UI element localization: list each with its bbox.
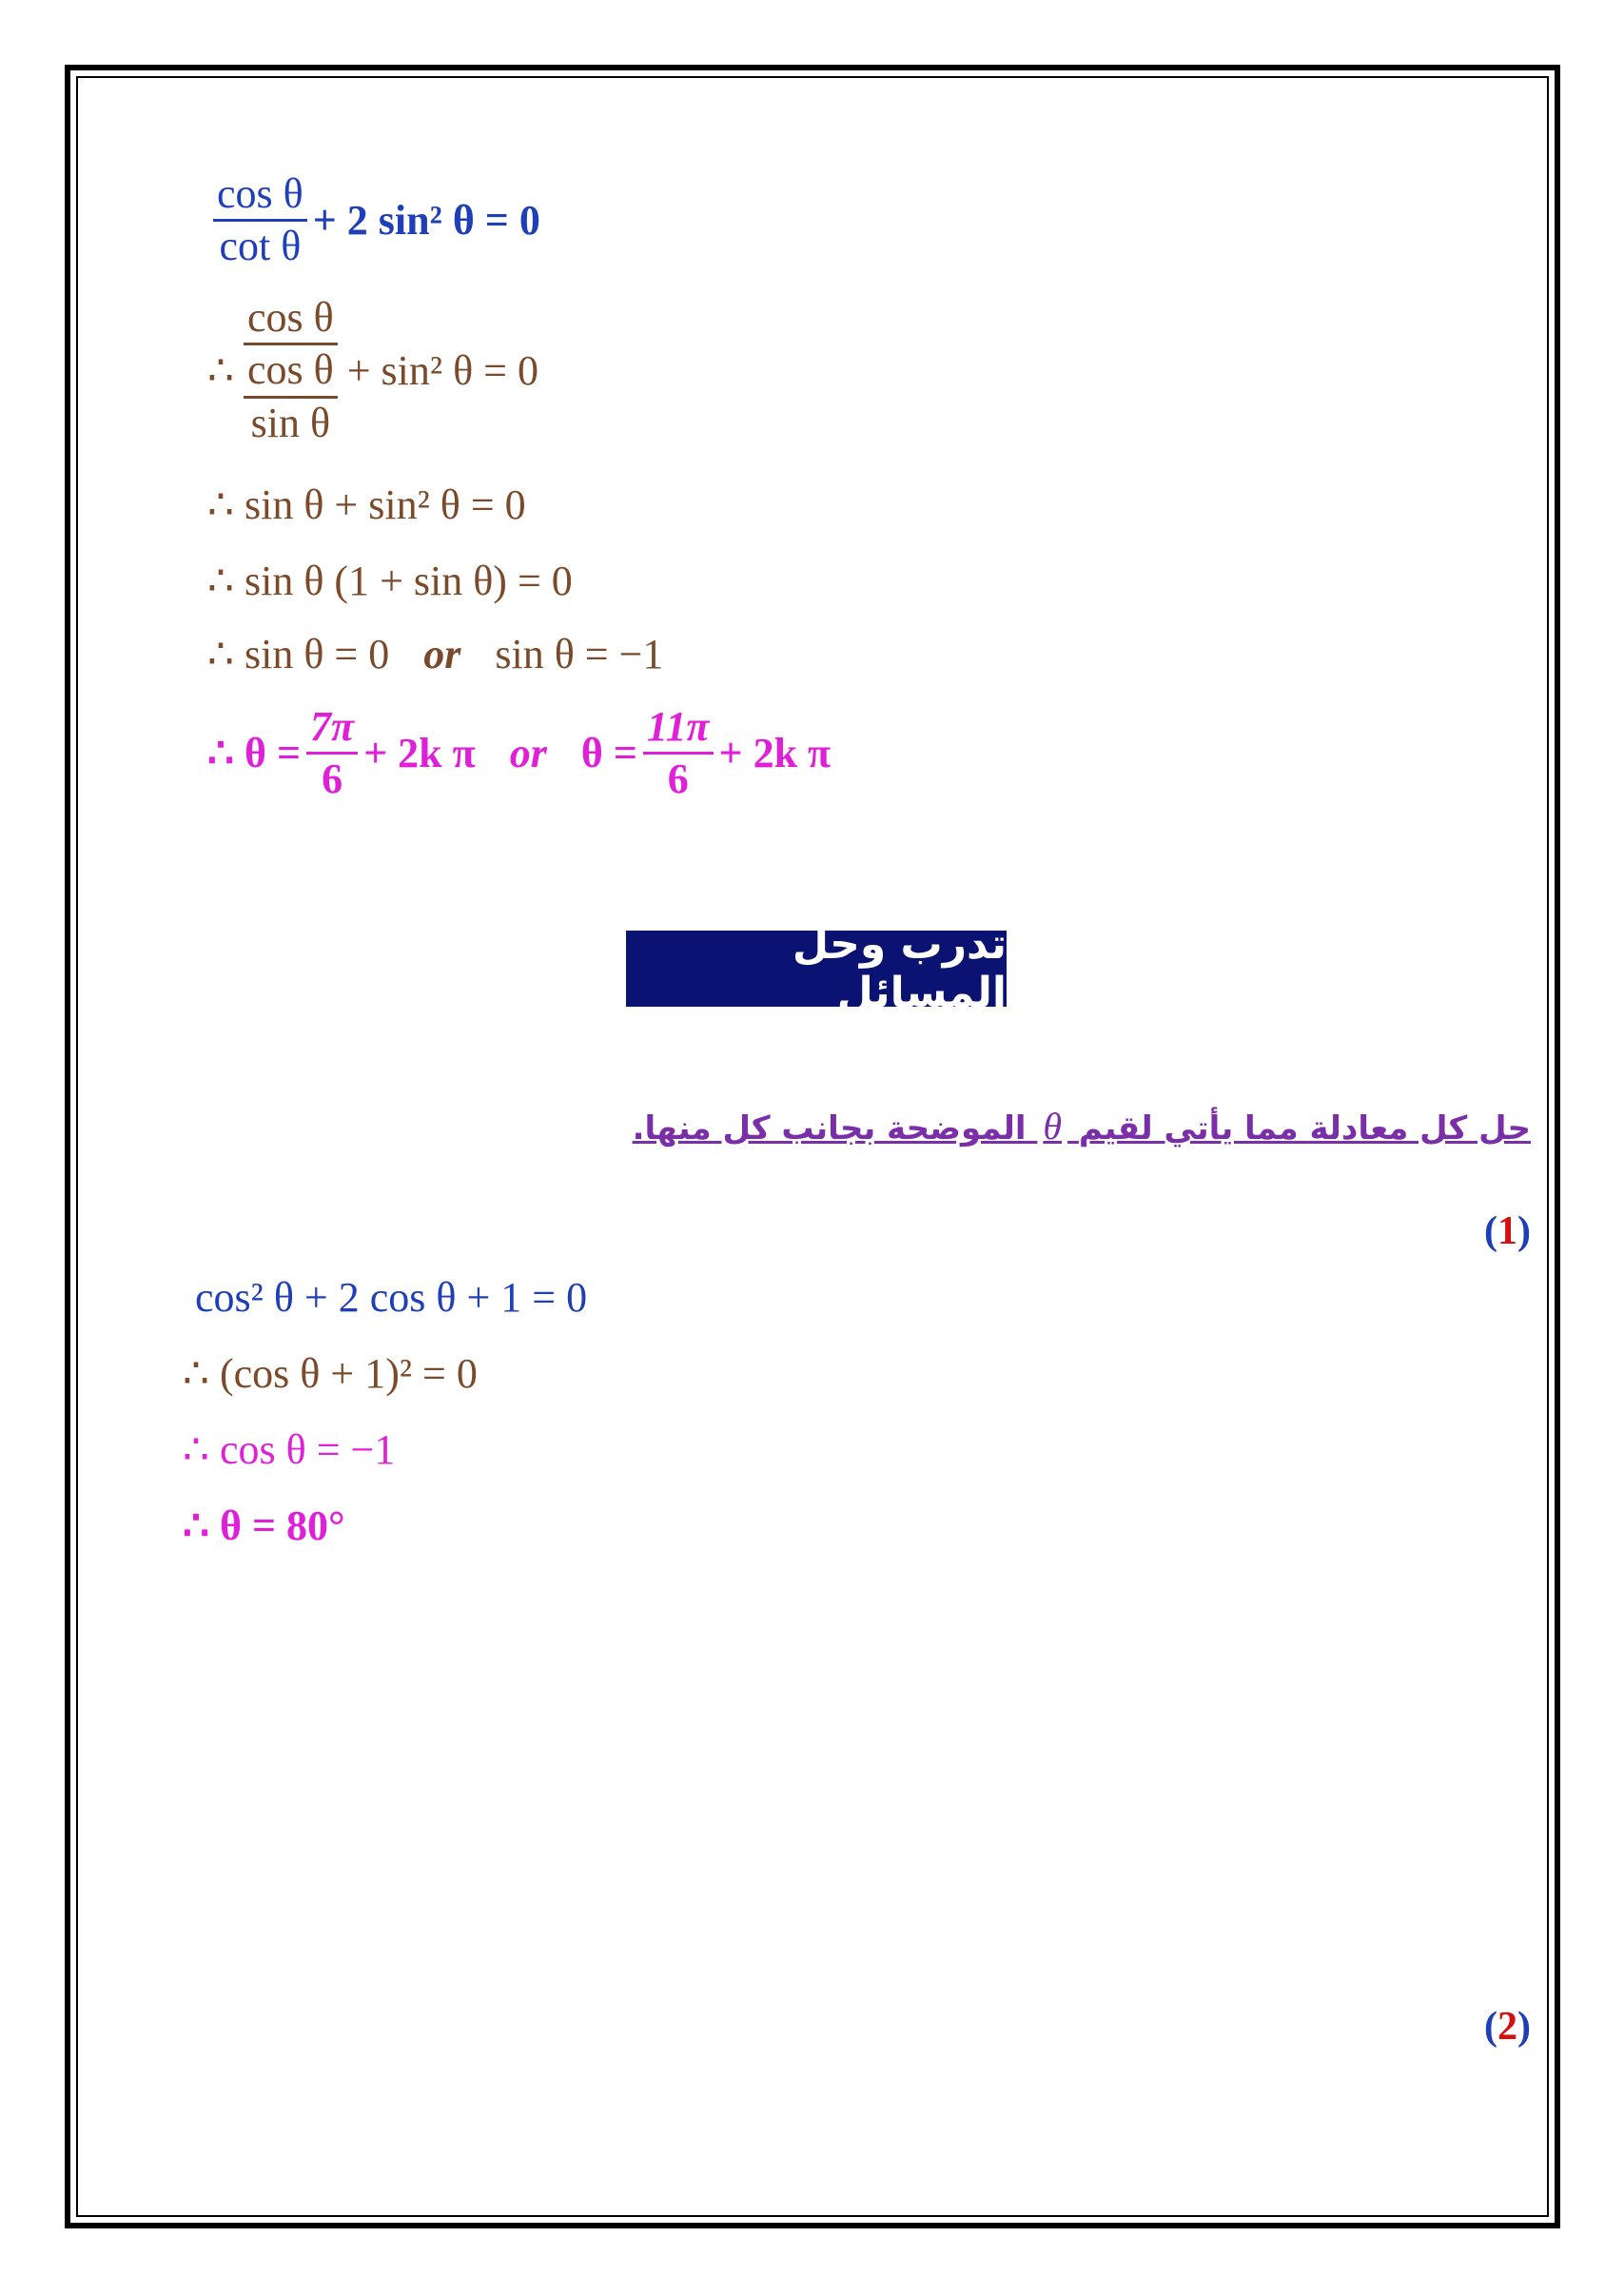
- fraction-cos-over-cot: [213, 171, 307, 270]
- problem-number: 1: [1497, 1209, 1517, 1253]
- fraction-numerator: cos θ: [213, 171, 307, 222]
- problem-1-step-2: ∴ cos θ = −1: [183, 1426, 396, 1473]
- equation-line-3: ∴ sin θ + sin² θ = 0: [207, 481, 526, 528]
- or-word: or: [423, 631, 461, 677]
- inner-numerator: cos θ: [244, 347, 338, 398]
- instruction-text: [633, 1104, 1531, 1148]
- fraction-numerator: 11π: [643, 704, 714, 755]
- therefore-symbol: ∴: [207, 347, 234, 395]
- problem-2-label: [1484, 2004, 1531, 2050]
- problem-1-equation: cos² θ + 2 cos θ + 1 = 0: [195, 1274, 588, 1321]
- fraction-denominator: 6: [667, 756, 689, 803]
- fraction-numerator: 7π: [306, 704, 358, 755]
- equation-line-6: [207, 704, 831, 803]
- plus-2k-pi: + 2k π: [363, 730, 476, 777]
- fraction-numerator: cos θ: [244, 295, 338, 345]
- problem-1-label: [1484, 1208, 1531, 1254]
- plus-2k-pi-2: + 2k π: [718, 730, 832, 777]
- equation-line-4: ∴ sin θ (1 + sin θ) = 0: [207, 558, 573, 604]
- equation-rest: + sin² θ = 0: [346, 347, 538, 395]
- instruction-part-2: الموضحة بجانب كل منها.: [632, 1109, 1027, 1148]
- or-word: or: [509, 730, 547, 777]
- compound-fraction: [240, 295, 342, 446]
- equation-line-5: [207, 630, 663, 678]
- fraction-denominator: cot θ: [219, 223, 302, 270]
- equation-part-a: ∴ sin θ = 0: [207, 631, 390, 677]
- fraction-11pi-over-6: [643, 704, 714, 803]
- theta-equals-2: θ =: [580, 730, 637, 777]
- theta-equals: ∴ θ =: [207, 730, 302, 777]
- inner-denominator: sin θ: [250, 399, 331, 446]
- equation-line-1: [207, 171, 540, 270]
- instruction-part-1: حل كل معادلة مما يأتي لقيم: [1078, 1109, 1531, 1148]
- fraction-denominator: 6: [322, 756, 343, 803]
- theta-symbol: θ: [1043, 1105, 1063, 1148]
- problem-1-step-1: ∴ (cos θ + 1)² = 0: [183, 1350, 478, 1397]
- section-banner: تدرب وحل المسائل: [626, 931, 1007, 1007]
- paren-close: ): [1517, 1209, 1531, 1253]
- problem-number: 2: [1497, 2005, 1517, 2049]
- equation-part-b: sin θ = −1: [495, 631, 664, 677]
- problem-1-step-3: ∴ θ = 80°: [183, 1502, 345, 1549]
- fraction-7pi-over-6: [306, 704, 358, 803]
- paren-open: (: [1484, 1209, 1497, 1253]
- fraction-denominator: [240, 345, 342, 446]
- equation-rest: + 2 sin² θ = 0: [312, 197, 540, 245]
- equation-line-2: [207, 295, 538, 446]
- paren-open: (: [1484, 2005, 1497, 2049]
- inner-fraction: [244, 347, 338, 446]
- paren-close: ): [1517, 2005, 1531, 2049]
